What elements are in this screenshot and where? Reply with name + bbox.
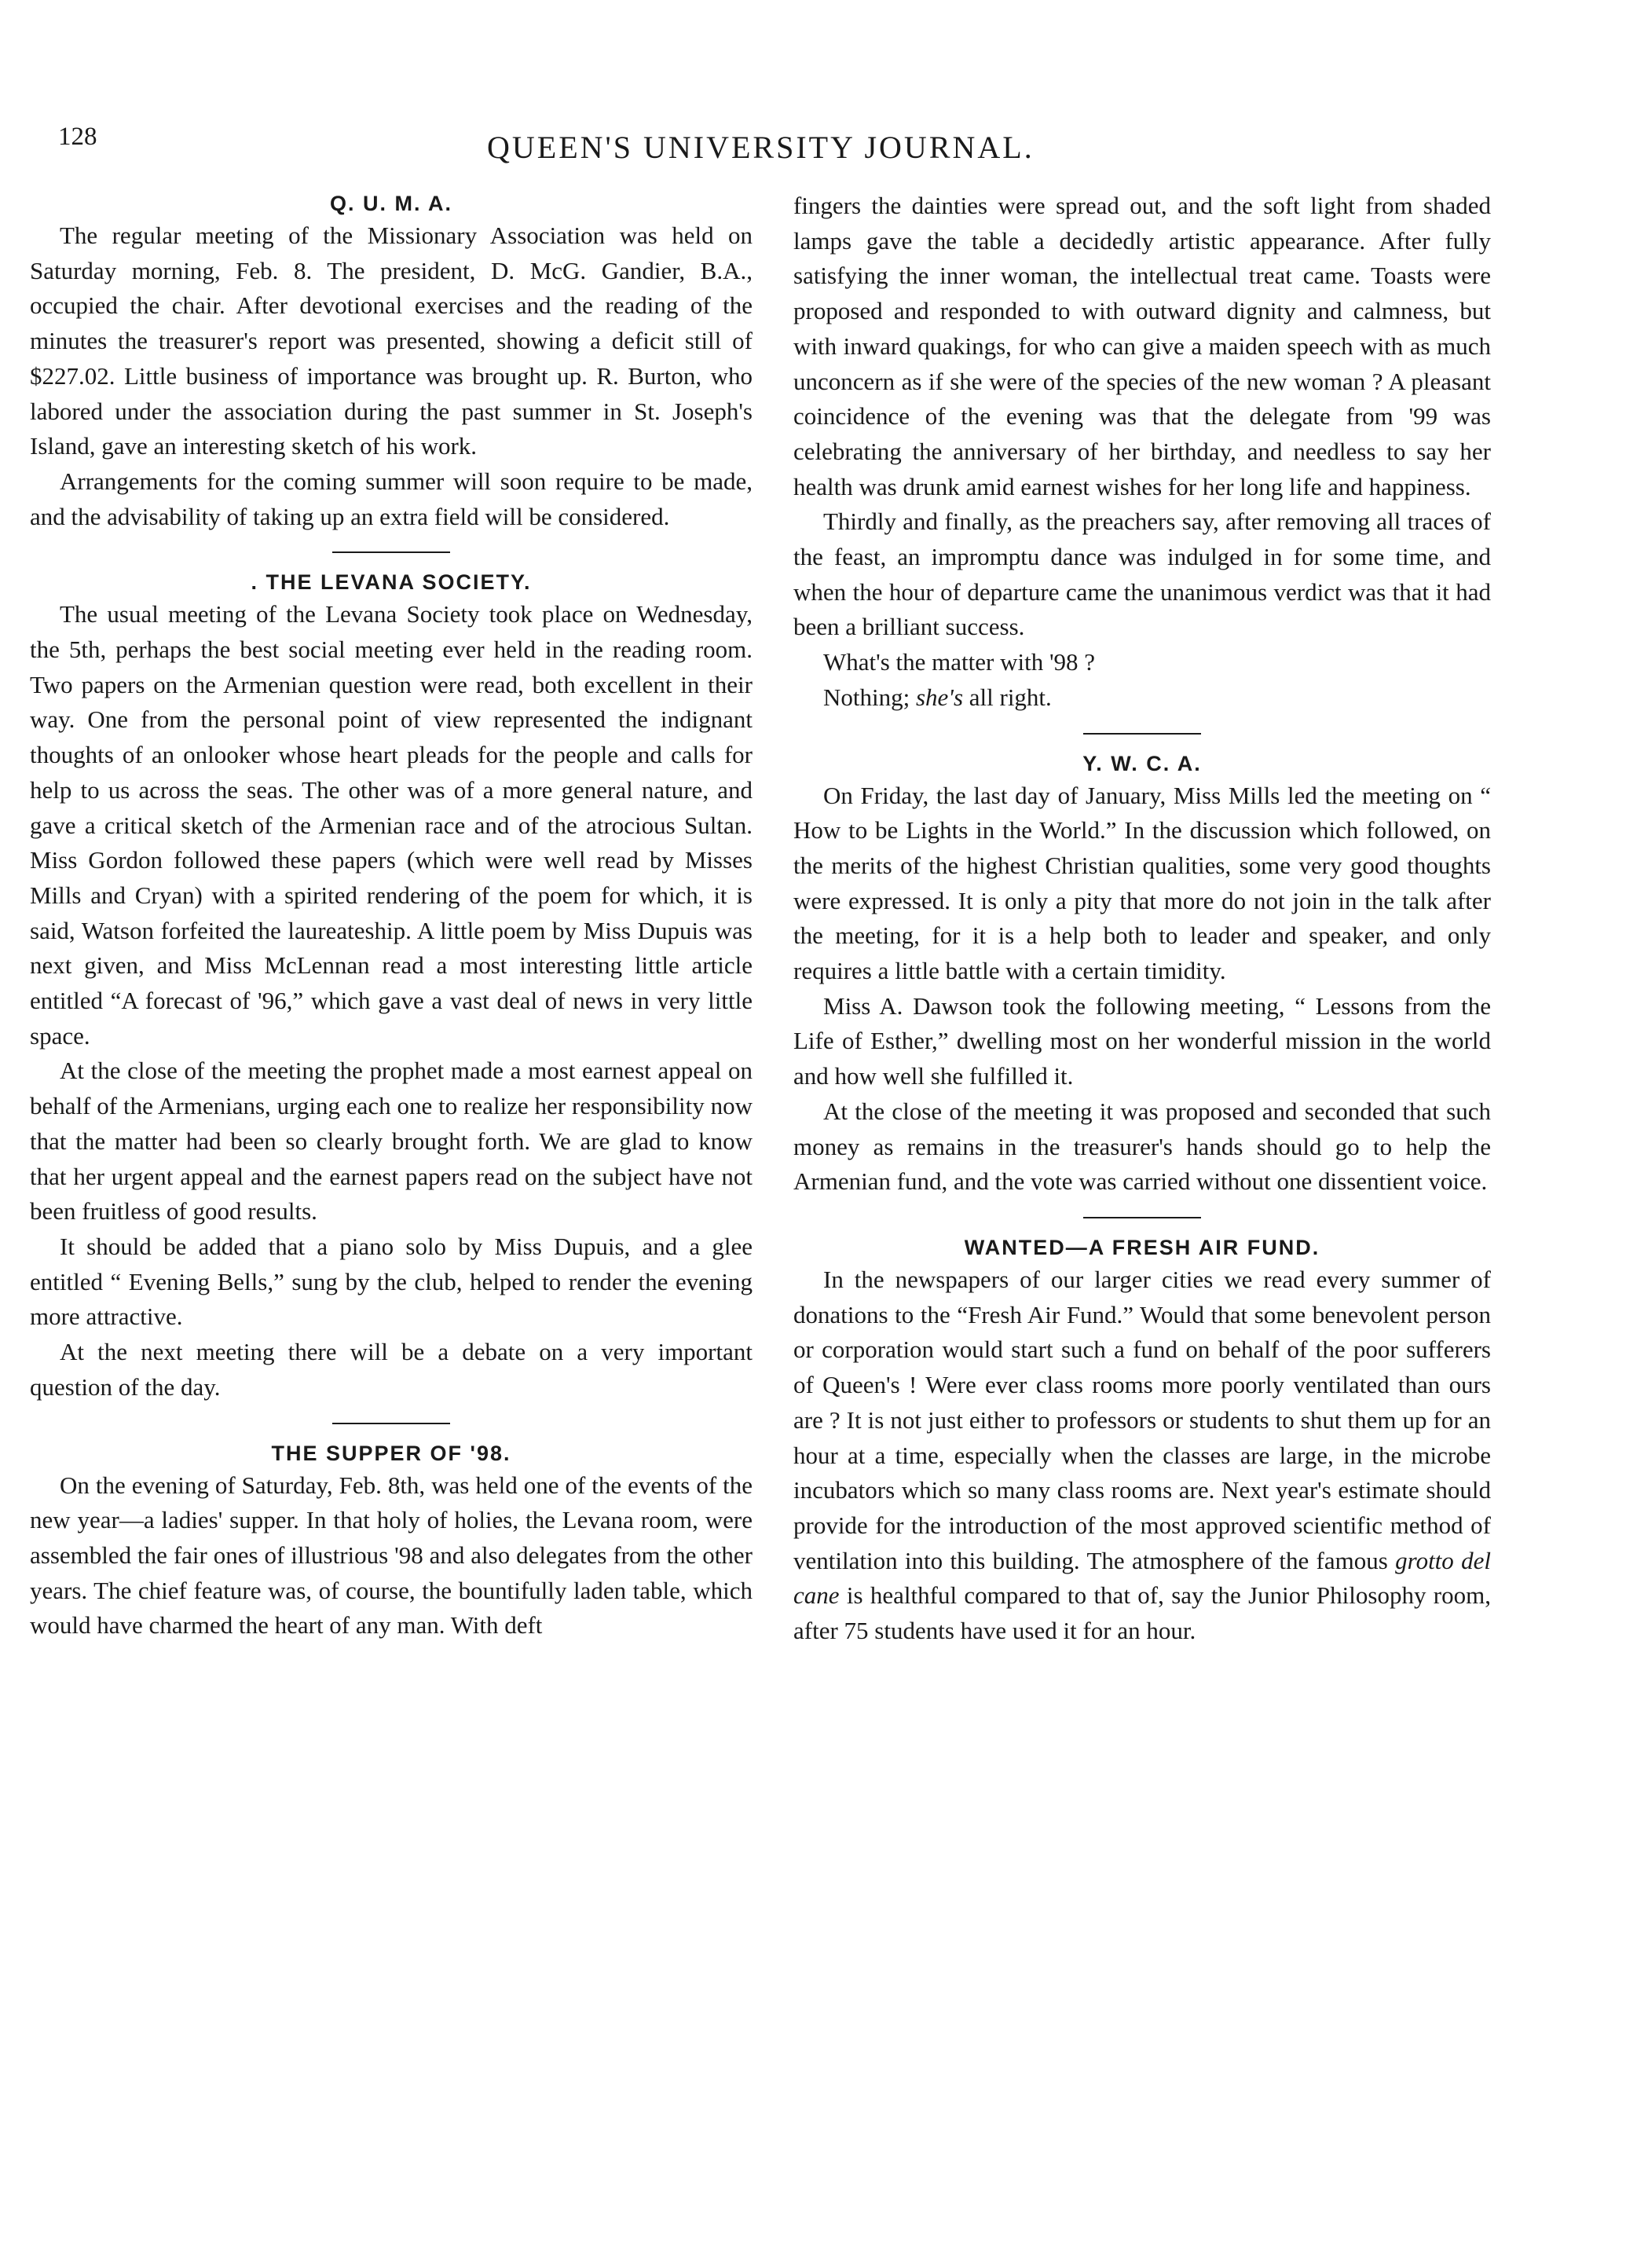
levana-paragraph-3: It should be added that a piano solo by Miss Dupuis, and a glee entitled “ Evening Bells,” sung by the club, helped to render the evening more attractive. — [30, 1232, 753, 1331]
section-divider — [332, 1423, 450, 1424]
qum-paragraph-1: The regular meeting of the Missionary Association was held on Saturday morning, Feb. 8. The president, D. McG. Gandier, B.A., occupied the chair. After devotional exercises and the reading of the minutes the treasurer's report was presented, showing a deficit still of $227.02. Little business of importance was brought up. R. Burton, who labored under the association during the past summer in St. Joseph's Island, gave an interesting sketch of his work. — [30, 222, 753, 460]
fresh-air-text-end: is healthful compared to that of, say the Junior Philosophy room, after 75 students have used it for an hour. — [793, 1581, 1491, 1645]
verse-italic: she's — [915, 683, 964, 711]
supper-verse-line-2 — [793, 680, 1491, 716]
levana-paragraph-1: The usual meeting of the Levana Society took place on Wednesday, the 5th, perhaps the best social meeting ever held in the reading room. Two papers on the Armenian question were read, both excellent in their way. One from the personal point of view represented the indignant thoughts of an onlooker whose heart pleads for the people and calls for help to us across the seas. The other was of a more general nature, and gave a critical sketch of the Armenian race and of the atrocious Sultan. Miss Gordon followed these papers (which were well read by Misses Mills and Cryan) with a spirited rendering of the poem for which, it is said, Watson forfeited the laureateship. A little poem by Miss Dupuis was next given, and Miss McLennan read a most interesting little article entitled “A forecast of '96,” which gave a vast deal of news in very little space. — [30, 600, 753, 1050]
fresh-air-text: In the newspapers of our larger cities we read every summer of donations to the “Fresh Air Fund.” Would that some benevolent person or corporation would start such a fund on behalf of the poor sufferers of Queen's ! Were ever class rooms more poorly ventilated than ours are ? It is not just either to professors or students to shut them up for an hour at a time, especially when the classes are large, in the microbe incubators which so many class rooms are. Next year's estimate should provide for the introduction of the most approved scientific method of ventilation into this building. The atmosphere of the famous — [793, 1265, 1491, 1574]
grotto-del-cane: grotto del cane — [793, 1546, 1491, 1610]
verse-suffix: all right. — [963, 683, 1052, 711]
supper-paragraph-continued: fingers the dainties were spread out, and the soft light from shaded lamps gave the table a decidedly artistic appearance. After fully satisfying the inner woman, the intellectual treat came. Toasts were proposed and responded to with outward dignity and calmness, but with inward quakings, for who can give a maiden speech with as much unconcern as if she were of the species of the new woman ? A pleasant coincidence of the evening was that the delegate from '99 was celebrating the anniversary of her birthday, and needless to say her health was drunk amid earnest wishes for her long life and happiness. — [793, 192, 1491, 500]
supper-heading: THE SUPPER OF '98. — [271, 1441, 511, 1465]
levana-paragraph-2: At the close of the meeting the prophet made a most earnest appeal on behalf of the Armenians, urging each one to realize her responsibility now that the matter had been so clearly brought forth. We are glad to know that her urgent appeal and the earnest papers read on the subject have not been fruitless of good results. — [30, 1057, 753, 1226]
qum-paragraph-2: Arrangements for the coming summer will soon require to be made, and the advisability of taking up an extra field will be considered. — [30, 467, 753, 530]
ywca-paragraph-3: At the close of the meeting it was proposed and seconded that such money as remains in the treasurer's hands should go to help the Armenian fund, and the vote was carried without one dissentient voice. — [793, 1097, 1491, 1196]
qum-heading: Q. U. M. A. — [330, 192, 452, 215]
fresh-air-paragraph — [793, 1262, 1491, 1649]
levana-paragraph-4: At the next meeting there will be a debate on a very important question of the day. — [30, 1338, 753, 1401]
ywca-paragraph-1: On Friday, the last day of January, Miss Mills led the meeting on “ How to be Lights in the World.” In the discussion which followed, on the merits of the highest Christian qualities, some very good thoughts were expressed. It is only a pity that more do not join in the talk after the meeting, for it is a help both to leader and speaker, and only requires a little battle with a certain timidity. — [793, 781, 1491, 985]
verse-prefix: Nothing; — [823, 683, 916, 711]
right-column — [793, 189, 1491, 1649]
page-number: 128 — [58, 123, 97, 151]
section-divider — [332, 551, 450, 553]
fresh-air-heading: WANTED—A FRESH AIR FUND. — [964, 1235, 1320, 1259]
ywca-heading: Y. W. C. A. — [1082, 751, 1202, 775]
left-column — [30, 189, 753, 1643]
supper-paragraph-1: On the evening of Saturday, Feb. 8th, was held one of the events of the new year—a ladies' supper. In that holy of holies, the Levana room, were assembled the fair ones of illustrious '98 and also delegates from the other years. The chief feature was, of course, the bountifully laden table, which would have charmed the heart of any man. With deft — [30, 1471, 753, 1640]
levana-heading: . THE LEVANA SOCIETY. — [251, 570, 532, 595]
running-title: QUEEN'S UNIVERSITY JOURNAL. — [487, 130, 1035, 165]
supper-verse-line-1: What's the matter with '98 ? — [823, 648, 1096, 676]
section-divider — [1083, 733, 1201, 735]
ywca-paragraph-2: Miss A. Dawson took the following meeting, “ Lessons from the Life of Esther,” dwelling most on her wonderful mission in the world and how well she fulfilled it. — [793, 991, 1491, 1090]
supper-paragraph-2: Thirdly and finally, as the preachers say, after removing all traces of the feast, an impromptu dance was indulged in for some time, and when the hour of departure came the unanimous verdict was that it had been a brilliant success. — [793, 507, 1491, 641]
section-divider — [1083, 1217, 1201, 1218]
